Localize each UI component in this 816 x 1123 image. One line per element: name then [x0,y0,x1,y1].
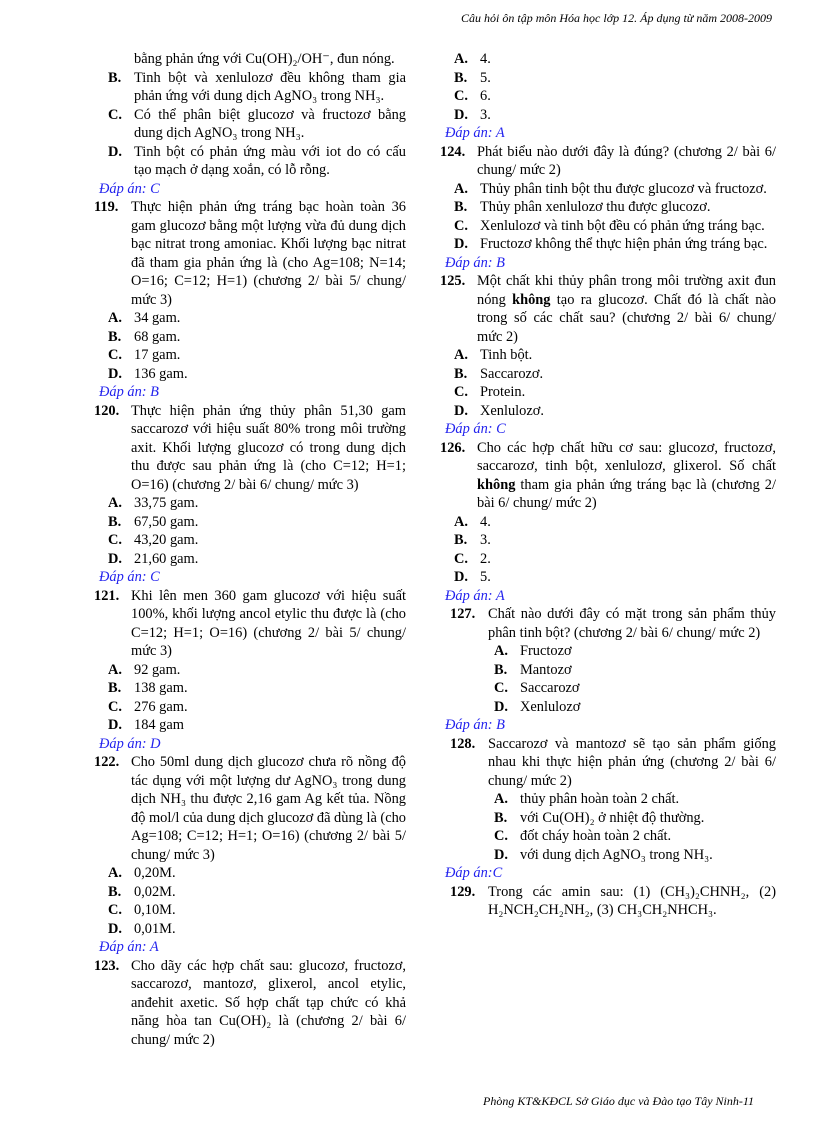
option-b: B. Thủy phân xenlulozơ thu được glucozơ. [454,199,711,215]
question-text: Chất nào dưới đây có mặt trong sản phẩm thủy phân tinh bột? (chương 2/ bài 6/ chung/ mức 2) [488,606,776,641]
option-b: B. 68 gam. [108,328,181,345]
option-a: A. Fructozơ [494,643,572,659]
option-c: C. 6. [454,88,491,104]
question-118-continuation [108,50,406,180]
option-d: D. với dung dịch AgNO₃ trong NH₃. [494,846,713,863]
option-d: D. 136 gam. [108,365,188,382]
option-b: B. 0,02M. [108,883,176,900]
question-text: Một chất khi thủy phân trong môi trường axit đun nóng không tạo ra glucozơ. Chất đó là chất nào trong số các chất sau? (chương 2/ bài 6/ chung/ mức 2) [477,273,776,345]
answer-120: Đáp án: C [99,569,160,585]
left-column [94,50,406,1049]
page-footer: Phòng KT&KĐCL Sở Giáo dục và Đào tạo Tây Ninh-11 [483,1094,754,1108]
option-b: B. Tinh bột và xenlulozơ đều không tham gia phản ứng với dung dịch AgNO₃ trong NH₃. [108,69,406,104]
question-text: Phát biểu nào dưới đây là đúng? (chương 2/ bài 6/ chung/ mức 2) [477,143,776,178]
question-text: Thực hiện phản ứng tráng bạc hoàn toàn 36 gam glucozơ bằng một lượng vừa đủ dung dịch bạc nitrat trong amoniac. Khối lượng bạc nitrat đã tham gia phản ứng là (cho Ag=108; N=14; O=16; C=12; H=1) (chương 2/ bài 5/ chung/ mức 3) [131,199,406,308]
option-d: D. 184 gam [108,717,184,733]
option-a: A. 4. [454,51,491,67]
option-c: C. 2. [454,550,491,567]
answer-121: Đáp án: D [99,735,161,752]
question-number: 119. [94,199,119,215]
option-d: D. Xenlulozơ. [454,402,544,419]
option-a-continued: bằng phản ứng với Cu(OH)₂/OH⁻, đun nóng. [134,51,395,67]
page-header: Câu hỏi ôn tập môn Hóa học lớp 12. Áp dụng từ năm 2008-2009 [461,11,772,25]
option-c: C. đốt cháy hoàn toàn 2 chất. [494,828,672,844]
question-number: 124. [440,143,466,160]
answer-125: Đáp án: C [445,421,506,437]
question-128 [440,735,776,883]
option-b: B. 138 gam. [108,680,188,696]
question-129 [440,883,776,920]
option-c: C. 276 gam. [108,698,188,715]
answer-119: Đáp án: B [99,384,159,400]
question-127 [440,605,776,735]
option-c: C. Có thể phân biệt glucozơ và fructozơ bằng dung dịch AgNO₃ trong NH₃. [108,106,406,141]
question-123-options [440,50,776,143]
option-b: B. 5. [454,69,491,86]
question-text: Trong các amin sau: (1) (CH₃)₂CHNH₂, (2) H₂NCH₂CH₂NH₂, (3) CH₃CH₂NHCH₃. [488,883,776,918]
option-a: A. 33,75 gam. [108,495,199,511]
question-text: Cho các hợp chất hữu cơ sau: glucozơ, fructozơ, saccarozơ, tinh bột, xenlulozơ, glixerol. Số chất không tham gia phản ứng tráng bạc là (chương 2/ bài 6/ chung/ mức 2) [477,439,776,511]
option-c: C. 43,20 gam. [108,532,199,548]
option-b: B. 67,50 gam. [108,513,199,530]
option-c: C. Saccarozơ [494,680,580,696]
option-d: D. 5. [454,569,491,585]
question-number: 129. [450,883,476,900]
question-number: 126. [440,439,466,456]
option-c: C. 0,10M. [108,902,176,918]
question-text: Khi lên men 360 gam glucozơ với hiệu suất 100%, khối lượng ancol etylic thu được là (cho C=12; H=1; O=16) (chương 2/ bài 5/ chung/ mức 3) [131,587,406,659]
option-b: B. Saccarozơ. [454,365,544,382]
option-b: B. 3. [454,532,491,548]
question-text: Cho dãy các hợp chất sau: glucozơ, fructozơ, saccarozơ, mantozơ, glixerol, ancol etylic, anđehit axetic. Số hợp chất tạp chức có khả năng hòa tan Cu(OH)₂ là (chương 2/ bài 6/ chung/ mức 2) [131,957,406,1048]
question-number: 122. [94,754,120,770]
option-d: D. Xenlulozơ [494,698,581,715]
option-c: C. 17 gam. [108,347,181,363]
question-number: 128. [450,735,476,752]
option-a: A. thủy phân hoàn toàn 2 chất. [494,791,680,807]
question-number: 121. [94,587,120,604]
option-d: D. 21,60 gam. [108,550,199,567]
option-c: C. Xenlulozơ và tinh bột đều có phản ứng tráng bạc. [454,217,765,234]
question-number: 120. [94,402,120,419]
question-text: Saccarozơ và mantozơ sẽ tạo sản phẩm giống nhau khi thực hiện phản ứng (chương 2/ bài 6/ chung/ mức 2) [488,735,776,789]
question-number: 127. [450,606,476,622]
option-c: C. Protein. [454,384,526,400]
option-d: D. Tinh bột có phản ứng màu với iot do có cấu tạo mạch ở dạng xoắn, có lỗ rỗng. [108,143,406,178]
option-a: A. Tinh bột. [454,347,533,363]
question-number: 125. [440,273,466,289]
right-column [440,50,776,920]
question-text: Cho 50ml dung dịch glucozơ chưa rõ nồng độ tác dụng với một lượng dư AgNO₃ trong dung dịch NH₃ thu được 2,16 gam Ag kết tủa. Nồng độ mol/l của dung dịch glucozơ đã dùng là (cho Ag=108; C=12; H=1; O=16) (chương 2/ bài 5/ chung/ mức 3) [131,754,406,863]
question-124 [440,143,776,273]
option-d: D. 3. [454,106,491,123]
question-120 [94,402,406,587]
option-b: B. với Cu(OH)₂ ở nhiệt độ thường. [494,809,705,826]
option-b: B. Mantozơ [494,661,572,678]
answer-126: Đáp án: A [445,587,505,604]
question-126 [440,439,776,606]
question-text: Thực hiện phản ứng thủy phân 51,30 gam saccarozơ với hiệu suất 80% trong môi trường axit. Khối lượng glucozơ có trong dung dịch thu được sau phản ứng là (cho C=12; H=1; O=16) (chương 2/ bài 6/ chung/ mức 3) [131,402,406,493]
answer-122: Đáp án: A [99,939,159,955]
question-125 [440,272,776,439]
answer-128: Đáp án:C [445,865,503,881]
option-a: A. 92 gam. [108,661,181,678]
option-a: A. 4. [454,513,491,530]
question-121 [94,587,406,754]
option-a: A. 34 gam. [108,310,181,326]
answer-127: Đáp án: B [445,717,505,733]
option-a: A. 0,20M. [108,865,176,881]
answer-118: Đáp án: C [99,180,160,197]
question-122 [94,753,406,957]
option-d: D. 0,01M. [108,920,176,937]
answer-123: Đáp án: A [445,125,505,141]
question-119 [94,198,406,402]
answer-124: Đáp án: B [445,254,505,271]
option-a: A. Thủy phân tinh bột thu được glucozơ và fructozơ. [454,180,767,197]
question-number: 123. [94,957,120,974]
question-123-start [94,957,406,1050]
option-d: D. Fructozơ không thể thực hiện phản ứng tráng bạc. [454,236,768,252]
